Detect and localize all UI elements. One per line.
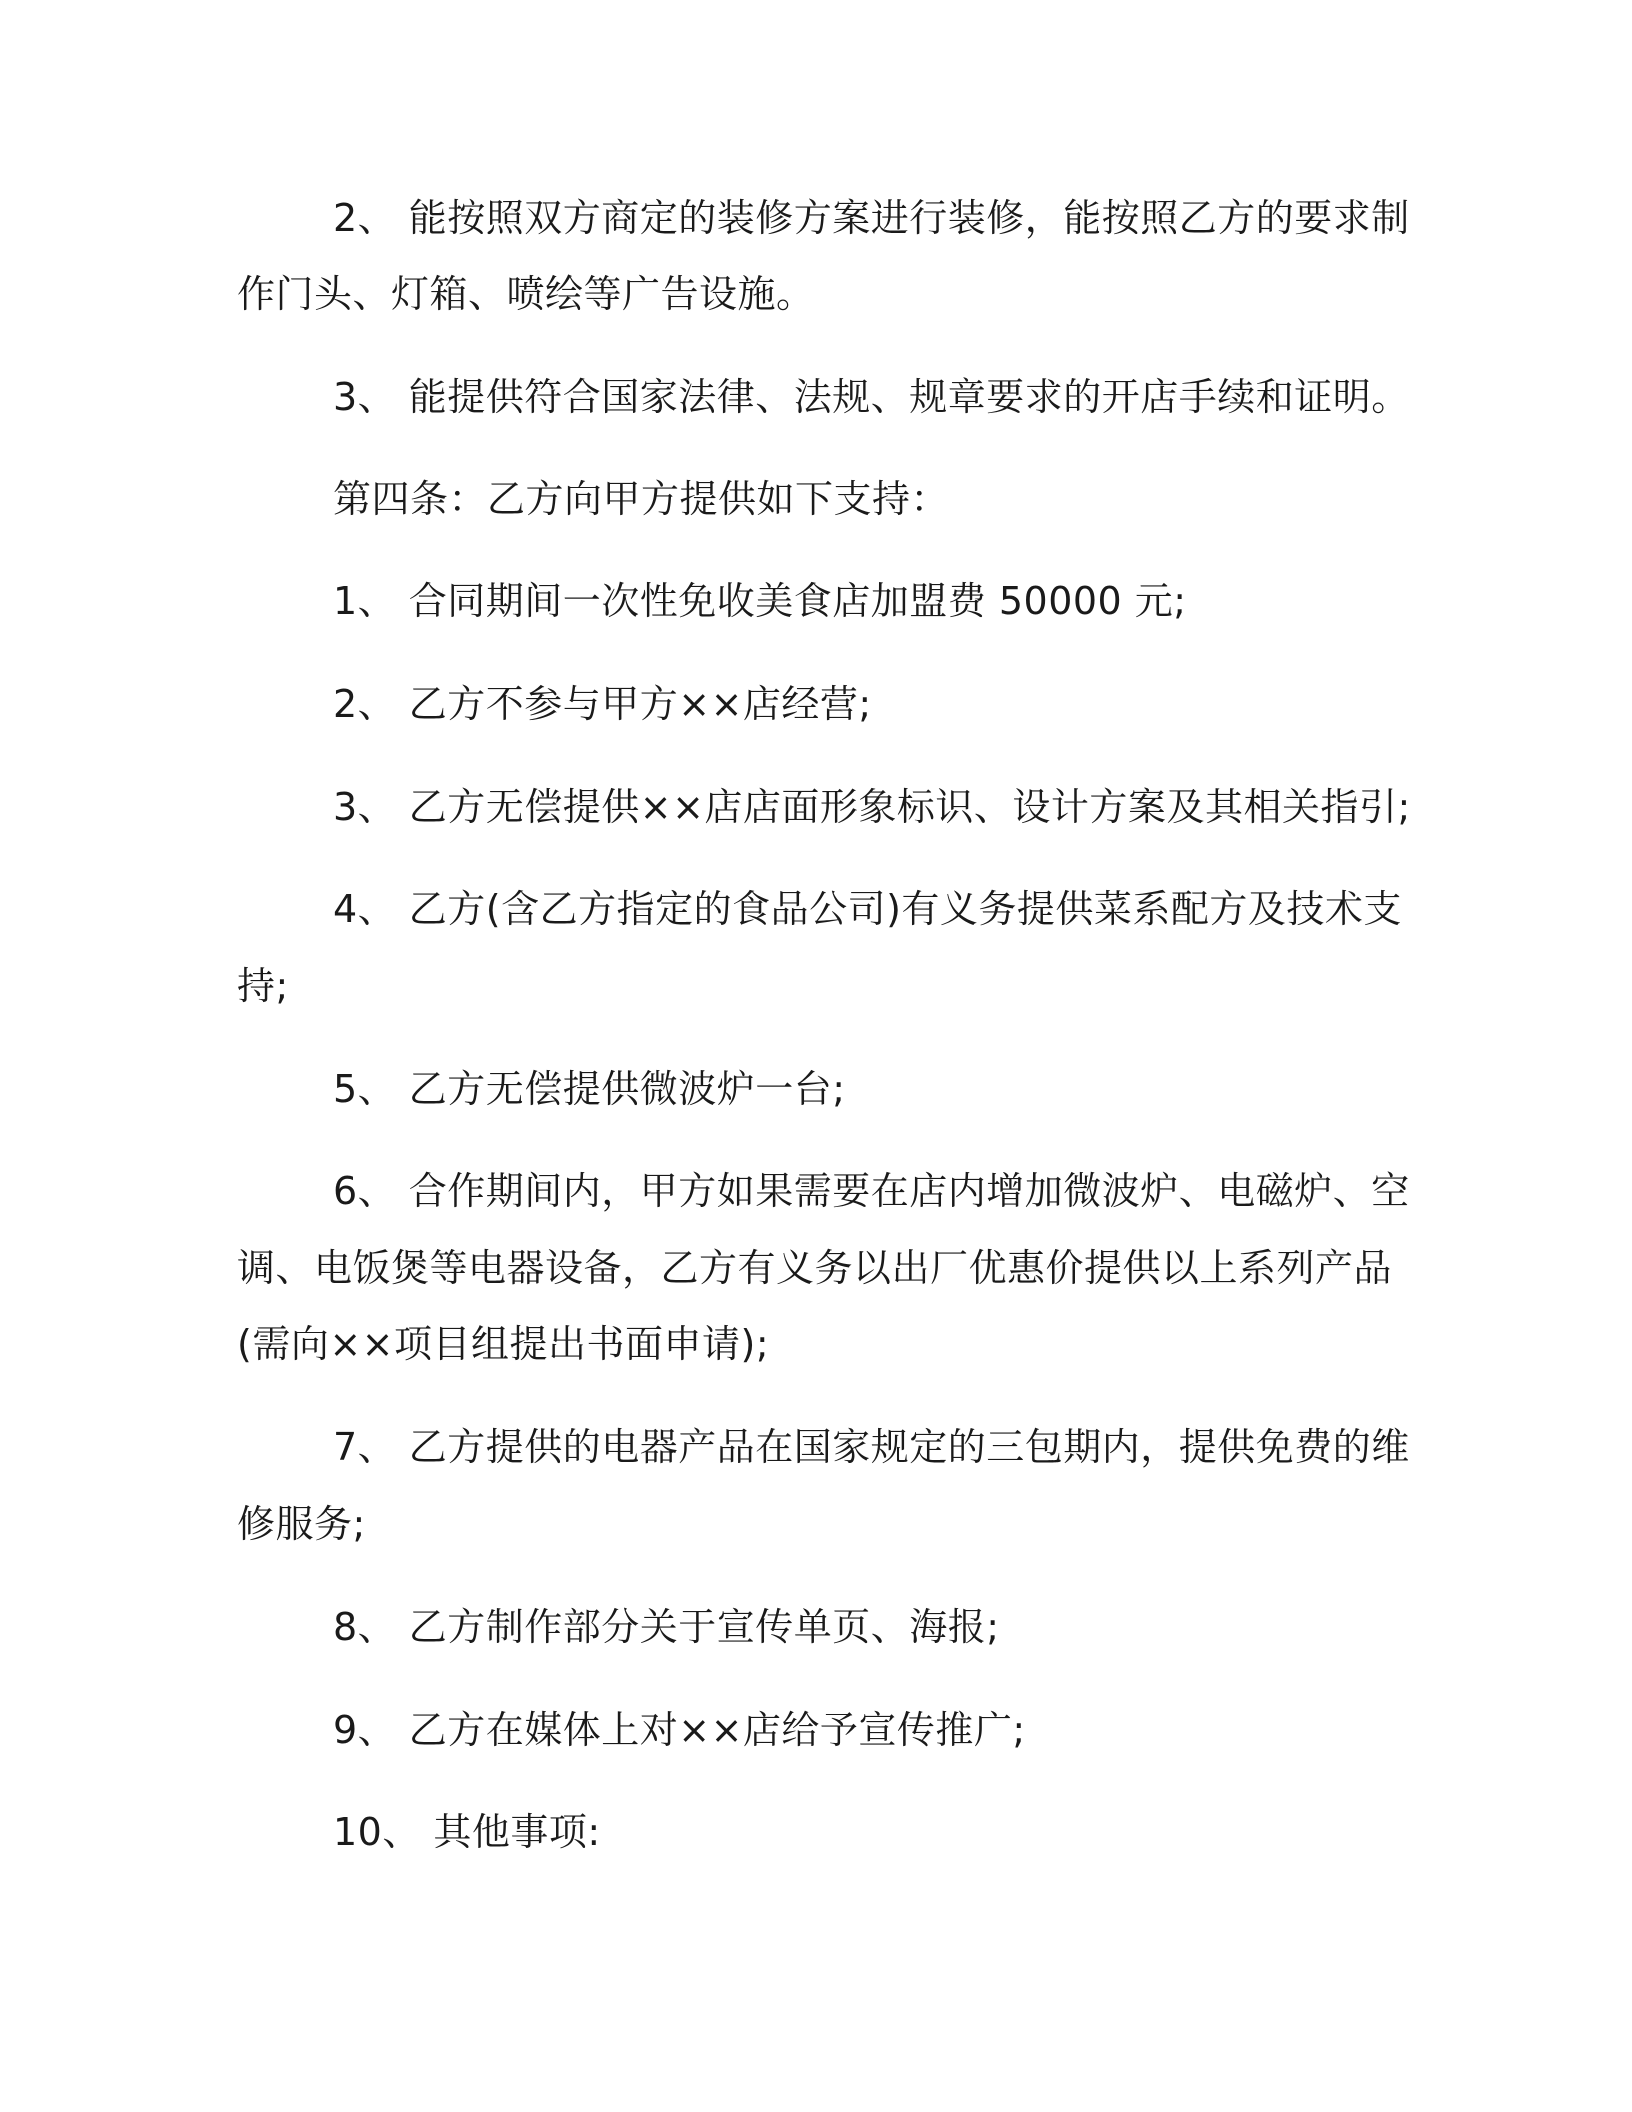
support-item-6-line-1: 6、 合作期间内，甲方如果需要在店内增加微波炉、电磁炉、空 [333,1169,1410,1213]
support-item-10: 10、 其他事项: [333,1810,601,1854]
support-item-4-line-2: 持; [237,964,289,1008]
support-item-7-line-2: 修服务; [237,1502,366,1546]
support-item-4-line-1: 4、 乙方(含乙方指定的食品公司)有义务提供菜系配方及技术支 [333,887,1402,931]
support-item-3: 3、 乙方无偿提供××店店面形象标识、设计方案及其相关指引; [333,785,1411,829]
article-four-heading: 第四条：乙方向甲方提供如下支持： [333,477,950,521]
clause-2-line-2: 作门头、灯箱、喷绘等广告设施。 [237,272,815,316]
clause-2-line-1: 2、 能按照双方商定的装修方案进行装修，能按照乙方的要求制 [333,196,1410,240]
support-item-6-line-3: (需向××项目组提出书面申请); [237,1322,770,1366]
support-item-8: 8、 乙方制作部分关于宣传单页、海报; [333,1605,1000,1649]
clause-3: 3、 能提供符合国家法律、法规、规章要求的开店手续和证明。 [333,375,1410,419]
support-item-7-line-1: 7、 乙方提供的电器产品在国家规定的三包期内，提供免费的维 [333,1425,1410,1469]
support-item-1: 1、 合同期间一次性免收美食店加盟费 50000 元; [333,579,1187,623]
support-item-6-line-2: 调、电饭煲等电器设备，乙方有义务以出厂优惠价提供以上系列产品 [237,1246,1393,1290]
support-item-9: 9、 乙方在媒体上对××店给予宣传推广; [333,1708,1026,1752]
support-item-5: 5、 乙方无偿提供微波炉一台; [333,1067,846,1111]
support-item-2: 2、 乙方不参与甲方××店经营; [333,682,872,726]
